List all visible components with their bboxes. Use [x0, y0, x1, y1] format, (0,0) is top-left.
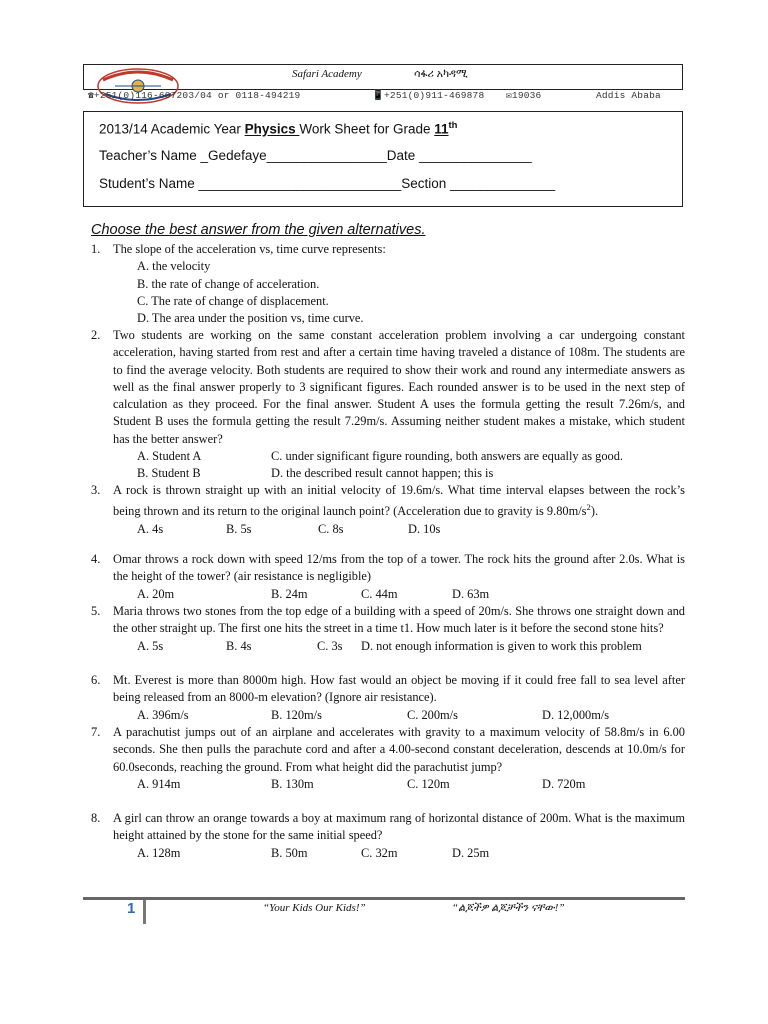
- options-row-1: [91, 448, 685, 465]
- student-name-field: Student’s Name ___________________________: [99, 176, 402, 191]
- question-4: [91, 551, 685, 603]
- school-name-amharic: ሳፋሪ አካዳሚ: [414, 68, 468, 80]
- question-number: 4.: [91, 552, 101, 566]
- city: Addis Ababa: [596, 90, 661, 101]
- option-d: D. 12,000m/s: [542, 707, 610, 722]
- option-c: C. 44m: [361, 586, 398, 601]
- question-text-body: A rock is thrown straight up with an initial velocity of 19.6m/s. What time interval elapses between the rock’s being thrown and its return to the original launch point? (Acceleration due to gravity is 9.80m/s: [113, 483, 685, 519]
- option-c: C. 8s: [318, 521, 344, 536]
- page-number-divider: [143, 900, 146, 924]
- option-c: C. The rate of change of displacement.: [137, 293, 329, 308]
- question-number: 2.: [91, 328, 101, 342]
- option-b: B. 130m: [271, 776, 314, 791]
- option-d: D. 720m: [542, 776, 586, 791]
- question-number: 5.: [91, 604, 101, 618]
- footer-rule: [83, 897, 685, 900]
- sheet-text: Work Sheet for Grade: [299, 121, 435, 137]
- question-1: [91, 241, 685, 327]
- question-text: Omar throws a rock down with speed 12/ms from the top of a tower. The rock hits the ground after 2.0s. What is the height of the tower? (air resistance is negligible): [113, 552, 685, 584]
- option-b: B. the rate of change of acceleration.: [137, 276, 320, 291]
- teacher-name: _Gedefaye_______________: [200, 148, 380, 163]
- option-d: D. 25m: [452, 845, 490, 860]
- options-row: [91, 521, 685, 538]
- option-a: A. 128m: [137, 845, 181, 860]
- page-number: 1: [127, 900, 136, 917]
- option-d: D. 10s: [408, 521, 441, 536]
- option-d: D. 63m: [452, 586, 490, 601]
- question-text: A girl can throw an orange towards a boy at maximum rang of horizontal distance of 200m. What is the maximum height attained by the stone for the same initial speed?: [113, 811, 685, 843]
- question-number: 1.: [91, 242, 101, 256]
- section-field: Section ______________: [401, 176, 556, 191]
- question-text-end: ).: [590, 504, 599, 519]
- question-2: [91, 327, 685, 483]
- options-row: [91, 638, 685, 655]
- option-b: B. 50m: [271, 845, 308, 860]
- option-d: D. not enough information is given to work this problem: [361, 638, 642, 653]
- option-d: D. The area under the position vs, time curve.: [137, 311, 364, 326]
- option-b: B. 120m/s: [271, 707, 322, 722]
- phone-numbers: ☎+251(0)116-607203/04 or 0118-494219: [88, 90, 301, 101]
- option-a: A. 4s: [137, 521, 164, 536]
- po-box: ✉19036: [506, 90, 542, 101]
- worksheet-info-box: [83, 111, 683, 207]
- options-row: [91, 586, 685, 603]
- question-number: 7.: [91, 725, 101, 739]
- contact-row: [88, 90, 678, 104]
- option-c: C. 32m: [361, 845, 398, 860]
- option-d: D. the described result cannot happen; this is: [271, 466, 494, 481]
- subject: Physics: [244, 121, 300, 137]
- options-row-2: [91, 465, 685, 482]
- options-row: [91, 845, 685, 862]
- option-c: C. 200m/s: [407, 707, 458, 722]
- question-8: [91, 810, 685, 862]
- motto-amharic: “ልጆችዎ ልጆቻችን ናቸው!”: [452, 902, 565, 914]
- question-text: Maria throws two stones from the top edge of a building with a speed of 20m/s. She throws one straight down and the other straight up. The first one hits the street in a time t1. How much later is it before the second stone hits?: [113, 604, 685, 636]
- grade-suffix: th: [448, 120, 458, 131]
- option-a: A. 914m: [137, 776, 181, 791]
- motto: “Your Kids Our Kids!”: [263, 902, 366, 914]
- question-text: [113, 482, 685, 521]
- question-7: [91, 724, 685, 793]
- option-a: A. 5s: [137, 638, 164, 653]
- option-a: A. 396m/s: [137, 707, 189, 722]
- option-c: C. under significant figure rounding, both answers are equally as good.: [271, 449, 624, 464]
- teacher-line: [99, 148, 532, 163]
- mobile-number: 📱+251(0)911-469878: [372, 90, 485, 101]
- question-text: Mt. Everest is more than 8000m high. How fast would an object be moving if it could free fall to sea level after being released from an 8000-m elevation? (Ignore air resistance).: [113, 673, 685, 705]
- school-name: Safari Academy: [292, 68, 362, 80]
- question-6: [91, 672, 685, 724]
- teacher-label: Teacher’s Name: [99, 148, 201, 163]
- exponent: 2: [586, 502, 591, 513]
- question-text: Two students are working on the same constant acceleration problem involving a car undergoing constant acceleration, having started from rest and after a certain time having traveled a distance of 108m. The students are to find the average velocity. Both students are required to show their work and round any intermediate answers as well as the final answer properly to 3 significant figures. Each rounded answer is to be used in the next step of calculation as they proceed. For the final answer. Student A uses the formula getting the result 7.26m/s, and Student B uses the formula getting the result 7.29m/s. Assuming neither student makes a mistake, which student has the better answer?: [113, 328, 685, 446]
- student-line: [99, 176, 555, 191]
- option-b: B. 4s: [226, 638, 252, 653]
- question-5: [91, 603, 685, 655]
- options-row: [91, 707, 685, 724]
- instructions: Choose the best answer from the given alternatives.: [91, 222, 426, 238]
- option-a: A. the velocity: [137, 259, 211, 274]
- option-a: A. 20m: [137, 586, 175, 601]
- question-text: The slope of the acceleration vs, time curve represents:: [113, 242, 386, 256]
- options-row: [91, 776, 685, 793]
- option-b: B. 24m: [271, 586, 308, 601]
- question-3: [91, 482, 685, 538]
- grade: 11: [434, 121, 449, 137]
- option-c: C. 120m: [407, 776, 450, 791]
- question-text: A parachutist jumps out of an airplane and accelerates with gravity to a maximum velocity of 58.8m/s in 6.00 seconds. She then pulls the parachute cord and after a 4.00-second constant deceleration, descends at 10.0m/s for 60.0seconds, reaching the ground. From what height did the parachutist jump?: [113, 725, 685, 774]
- date-field: _Date _______________: [379, 148, 532, 163]
- question-number: 3.: [91, 483, 101, 497]
- option-a: A. Student A: [137, 449, 202, 464]
- question-number: 8.: [91, 811, 101, 825]
- option-b: B. Student B: [137, 466, 201, 481]
- option-c: C. 3s: [317, 638, 343, 653]
- option-b: B. 5s: [226, 521, 252, 536]
- question-number: 6.: [91, 673, 101, 687]
- worksheet-title: [99, 120, 457, 137]
- academic-year: 2013/14 Academic Year: [99, 121, 245, 137]
